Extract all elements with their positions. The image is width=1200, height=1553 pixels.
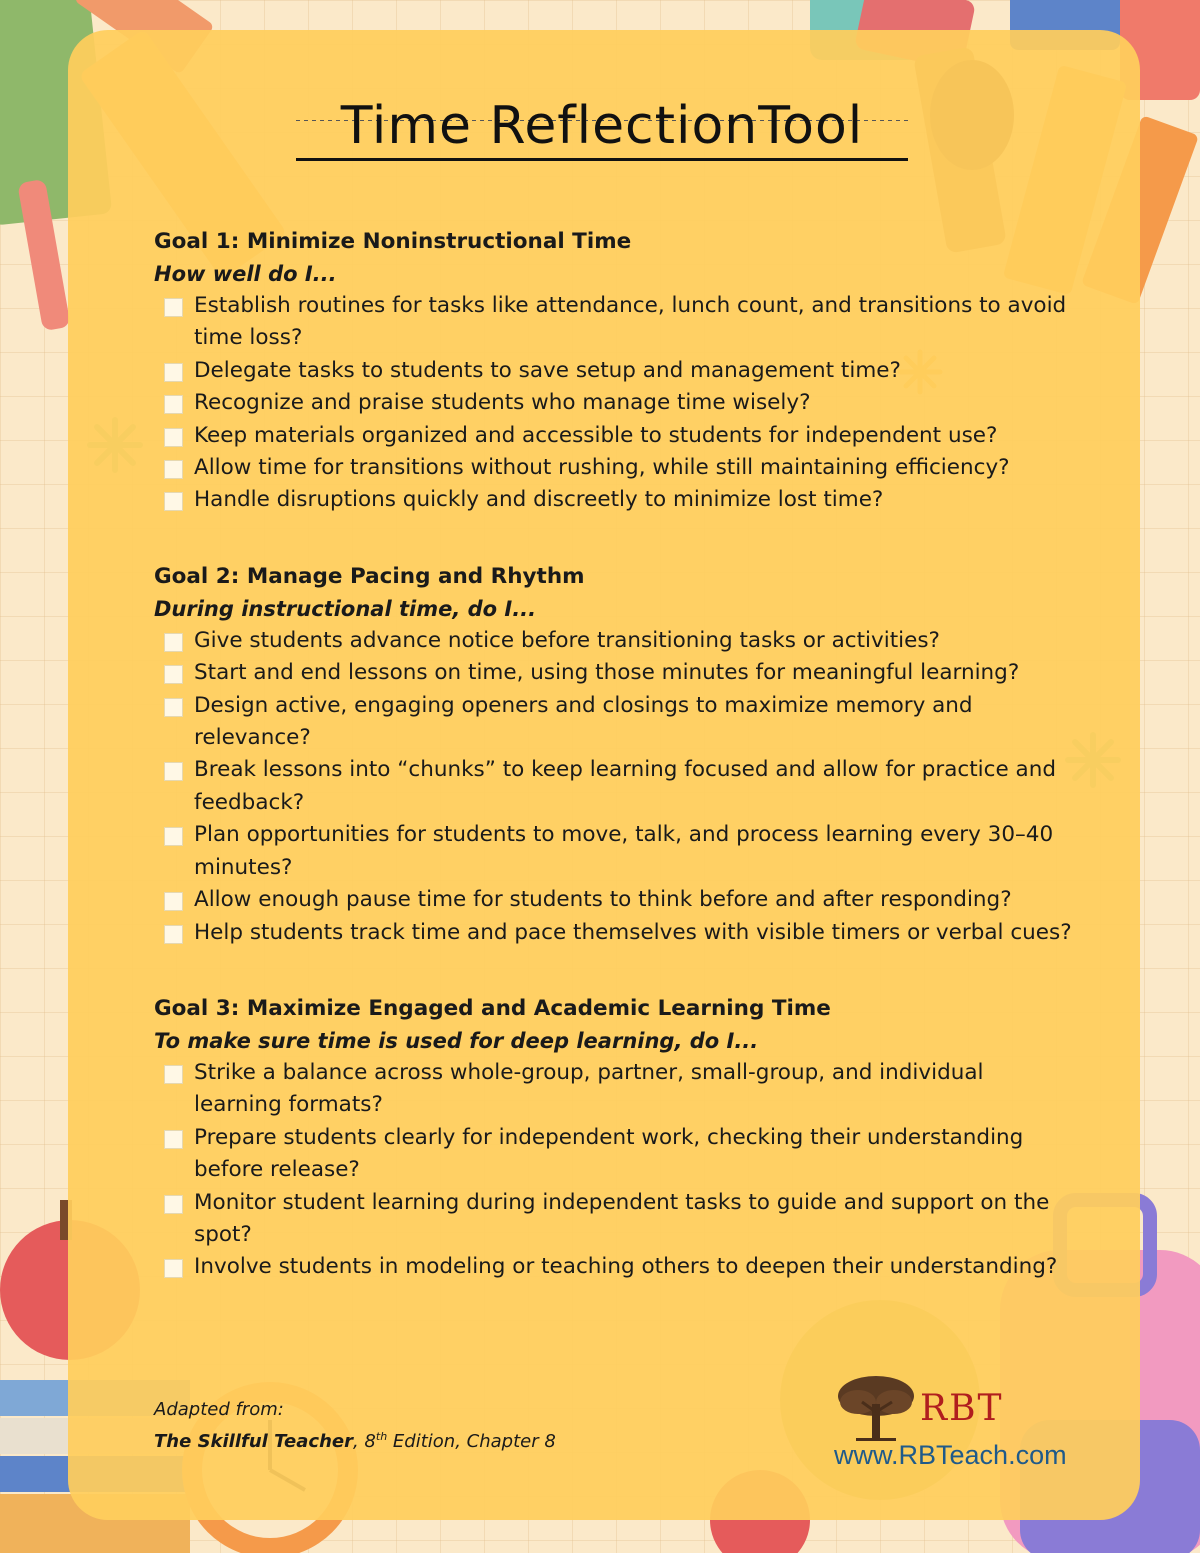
checkbox[interactable]: [164, 665, 183, 684]
edition-ordinal-suffix: th: [375, 1430, 388, 1443]
checkbox[interactable]: [164, 1130, 183, 1149]
checklist-item: [154, 484, 1074, 516]
checkbox[interactable]: [164, 460, 183, 479]
attribution-intro: Adapted from:: [154, 1399, 284, 1420]
item-text: Strike a balance across whole-group, partner, small-group, and individual learning formats?: [194, 1059, 984, 1118]
attribution-source: [154, 1423, 556, 1455]
checklist-item: [154, 690, 1074, 755]
item-text: Allow time for transitions without rushing, while still maintaining efficiency?: [194, 455, 1010, 481]
checklist-item: [154, 754, 1074, 819]
checkbox[interactable]: [164, 1065, 183, 1084]
goal-2-prompt: During instructional time, do I...: [154, 596, 537, 621]
checklist-item: [154, 1187, 1074, 1252]
item-text: Give students advance notice before transitioning tasks or activities?: [194, 627, 940, 653]
checklist-item: [154, 387, 1074, 419]
rbt-logo-text: RBT: [920, 1388, 1004, 1429]
checklist-item: [154, 1251, 1074, 1283]
item-text: Plan opportunities for students to move, talk, and process learning every 30–40 minutes?: [194, 822, 1054, 880]
checkbox[interactable]: [164, 827, 183, 846]
item-text: Handle disruptions quickly and discreetly to minimize lost time?: [194, 487, 884, 513]
goal-1: [154, 226, 1074, 517]
reflection-content: [154, 226, 1074, 1328]
item-text: Design active, engaging openers and closings to maximize memory and relevance?: [194, 692, 973, 751]
item-text: Establish routines for tasks like attendance, lunch count, and transitions to avoid time loss?: [194, 293, 1067, 351]
website-link[interactable]: www.RBTeach.com: [834, 1440, 1067, 1470]
item-text: Prepare students clearly for independent work, checking their understanding before release?: [194, 1124, 1024, 1183]
checkbox[interactable]: [164, 492, 183, 511]
item-text: Recognize and praise students who manage time wisely?: [194, 390, 811, 416]
checkbox[interactable]: [164, 762, 183, 781]
checklist-item: [154, 355, 1074, 387]
checkbox[interactable]: [164, 395, 183, 414]
checklist-item: [154, 420, 1074, 452]
item-text: Involve students in modeling or teaching others to deepen their understanding?: [194, 1254, 1058, 1280]
book-title: The Skillful Teacher: [154, 1431, 353, 1452]
checkbox[interactable]: [164, 698, 183, 717]
checklist-item: [154, 657, 1074, 689]
item-text: Help students track time and pace themselves with visible timers or verbal cues?: [194, 919, 1072, 945]
goal-2-heading: Goal 2: Manage Pacing and Rhythm: [154, 563, 585, 589]
goal-1-prompt: How well do I...: [154, 262, 337, 286]
tree-logo-icon: [834, 1372, 918, 1444]
goal-2: [154, 561, 1074, 949]
checklist-item: [154, 917, 1074, 949]
item-text: Allow enough pause time for students to think before and after responding?: [194, 887, 1012, 913]
checkbox[interactable]: [164, 633, 183, 652]
checklist-item: [154, 625, 1074, 657]
checklist-item: [154, 1122, 1074, 1187]
checkbox[interactable]: [164, 1195, 183, 1214]
checklist-item: [154, 819, 1074, 884]
goal-1-checklist: [154, 290, 1074, 517]
goal-3-prompt: To make sure time is used for deep learning, do I...: [154, 1028, 759, 1053]
item-text: Keep materials organized and accessible to students for independent use?: [194, 422, 998, 448]
checkbox[interactable]: [164, 298, 183, 317]
checkbox[interactable]: [164, 892, 183, 911]
checklist-item: [154, 290, 1074, 355]
goal-2-checklist: [154, 625, 1074, 949]
edition-chapter: Edition, Chapter 8: [387, 1431, 556, 1452]
checkbox[interactable]: [164, 363, 183, 382]
item-text: Break lessons into “chunks” to keep learning focused and allow for practice and feedback?: [194, 757, 1056, 815]
goal-3-checklist: [154, 1057, 1074, 1284]
checklist-item: [154, 884, 1074, 916]
checklist-item: [154, 1057, 1074, 1122]
item-text: Start and end lessons on time, using those minutes for meaningful learning?: [194, 660, 1020, 686]
attribution: [154, 1396, 556, 1455]
item-text: Monitor student learning during independent tasks to guide and support on the spot?: [194, 1189, 1050, 1247]
checkbox[interactable]: [164, 1259, 183, 1278]
edition-prefix: , 8: [352, 1431, 376, 1452]
checklist-item: [154, 452, 1074, 484]
goal-1-heading: Goal 1: Minimize Noninstructional Time: [154, 229, 632, 254]
goal-3: [154, 993, 1074, 1284]
checkbox[interactable]: [164, 925, 183, 944]
goal-3-heading: Goal 3: Maximize Engaged and Academic Learning Time: [154, 995, 831, 1021]
page-title: Time ReflectionTool: [296, 94, 908, 161]
checkbox[interactable]: [164, 428, 183, 447]
item-text: Delegate tasks to students to save setup and management time?: [194, 357, 901, 383]
